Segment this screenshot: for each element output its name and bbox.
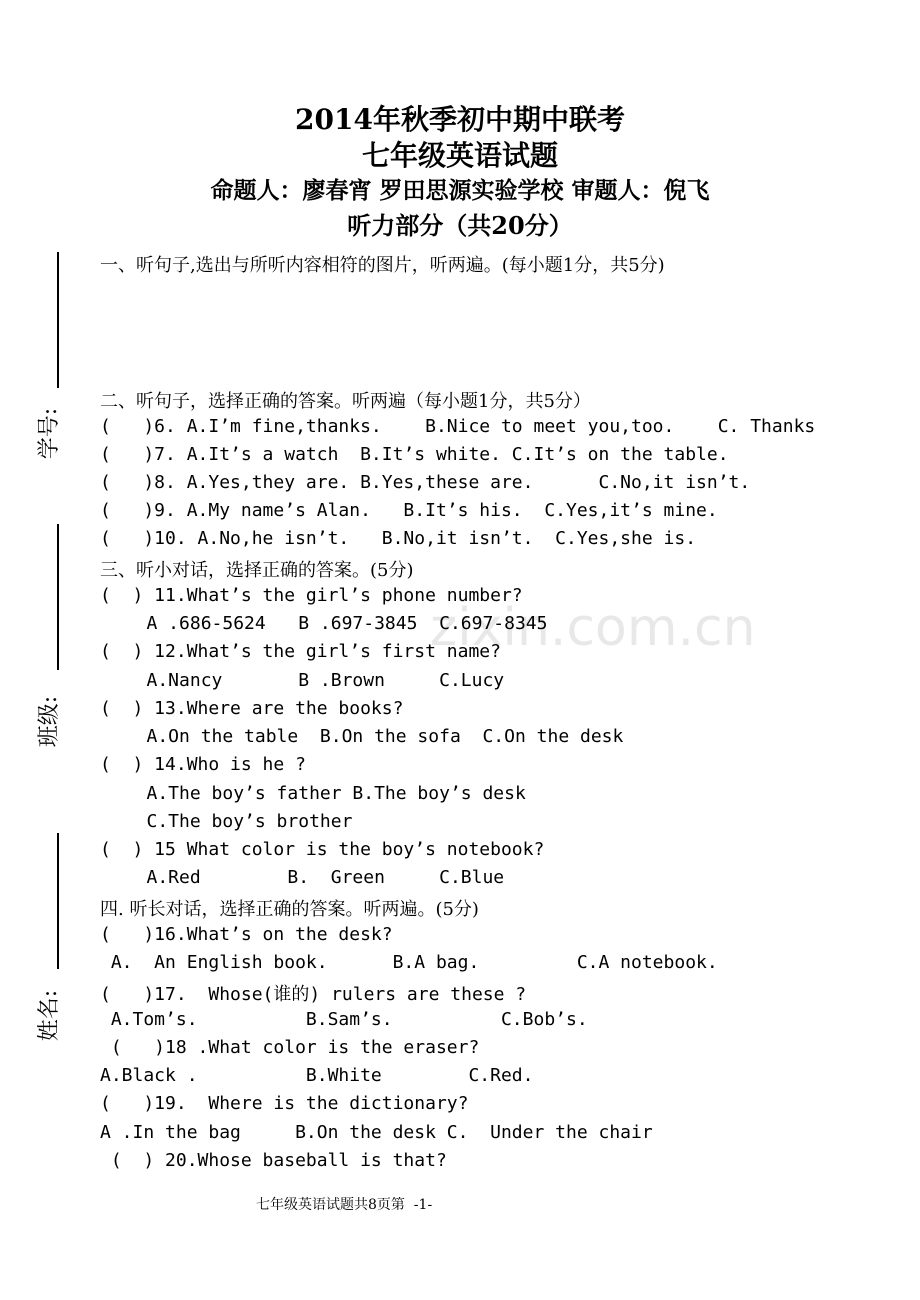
question-17: ( )17. Whose(谁的) rulers are these ? <box>100 984 527 1005</box>
question-18-options: A.Black . B.White C.Red. <box>100 1065 534 1086</box>
question-18: ( )18 .What color is the eraser? <box>100 1037 480 1058</box>
question-17-options: A.Tom’s. B.Sam’s. C.Bob’s. <box>100 1009 588 1030</box>
part3-heading: 三、听小对话，选择正确的答案。(5分) <box>100 560 414 581</box>
question-10: ( )10. A.No,he isn’t. B.No,it isn’t. C.Yes,she is. <box>100 528 697 549</box>
part4-heading: 四. 听长对话，选择正确的答案。听两遍。(5分) <box>100 899 479 920</box>
margin-line-name <box>57 833 59 969</box>
question-19-options: A .In the bag B.On the desk C. Under the chair <box>100 1122 653 1143</box>
name-label: 姓名: <box>37 989 63 1042</box>
question-20: ( ) 20.Whose baseball is that? <box>100 1150 447 1171</box>
question-14-options: A.The boy’s father B.The boy’s desk <box>114 783 526 804</box>
part2-heading: 二、听句子，选择正确的答案。听两遍（每小题1分，共5分） <box>100 391 591 412</box>
question-19: ( )19. Where is the dictionary? <box>100 1093 469 1114</box>
question-7: ( )7. A.It’s a watch B.It’s white. C.It’s on the table. <box>100 444 729 465</box>
class-label: 班级: <box>37 695 63 748</box>
question-12-options: A.Nancy B .Brown C.Lucy <box>114 670 505 691</box>
exam-subtitle: 七年级英语试题 <box>361 139 558 172</box>
question-11: ( ) 11.What’s the girl’s phone number? <box>100 585 523 606</box>
question-15-options: A.Red B. Green C.Blue <box>114 867 505 888</box>
margin-line-student-id <box>57 252 59 388</box>
part1-heading: 一、听句子,选出与所听内容相符的图片，听两遍。(每小题1分，共5分) <box>100 255 665 276</box>
question-6: ( )6. A.I’m fine,thanks. B.Nice to meet you,too. C. Thanks <box>100 416 816 437</box>
question-13: ( ) 13.Where are the books? <box>100 698 404 719</box>
exam-authors: 命题人：廖春宵 罗田思源实验学校 审题人：倪飞 <box>210 177 710 204</box>
question-16: ( )16.What’s on the desk? <box>100 924 393 945</box>
question-9: ( )9. A.My name’s Alan. B.It’s his. C.Yes,it’s mine. <box>100 500 718 521</box>
exam-title: 2014年秋季初中期中联考 <box>295 103 625 136</box>
question-12: ( ) 12.What’s the girl’s first name? <box>100 641 501 662</box>
question-8: ( )8. A.Yes,they are. B.Yes,these are. C.No,it isn’t. <box>100 472 751 493</box>
question-11-options: A .686-5624 B .697-3845 C.697-8345 <box>114 613 548 634</box>
question-14: ( ) 14.Who is he ? <box>100 754 306 775</box>
watermark: zixin.com.cn <box>430 598 756 658</box>
student-id-label: 学号: <box>37 407 63 460</box>
margin-line-class <box>57 524 59 670</box>
question-15: ( ) 15 What color is the boy’s notebook? <box>100 839 545 860</box>
listening-section-title: 听力部分（共20分） <box>347 211 573 240</box>
question-14-option-c: C.The boy’s brother <box>114 811 353 832</box>
page-footer: 七年级英语试题共8页第 -1- <box>256 1197 433 1213</box>
question-16-options: A. An English book. B.A bag. C.A notebook. <box>100 952 718 973</box>
question-13-options: A.On the table B.On the sofa C.On the desk <box>114 726 624 747</box>
